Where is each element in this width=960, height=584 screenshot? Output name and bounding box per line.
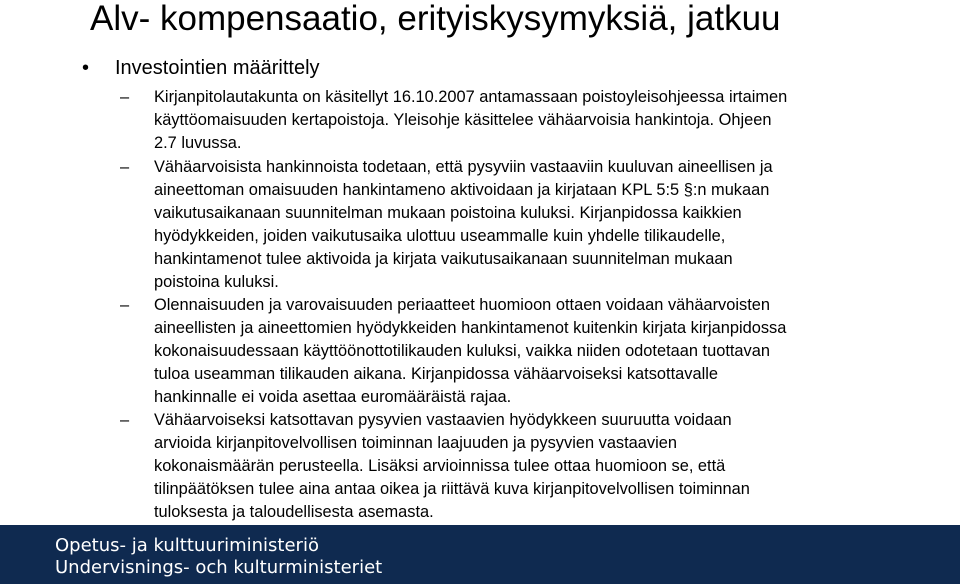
subpoint-line: arvioida kirjanpitovelvollisen toiminnan laajuuden ja pysyvien vastaavien (154, 434, 677, 452)
subpoint-line: vaikutusaikanaan suunnitelman mukaan poistoina kuluksi. Kirjanpidossa kaikkien (154, 204, 742, 222)
subpoint-line: hyödykkeiden, joiden vaikutusaika ulottuu useammalle kuin yhdelle tilikaudelle, (154, 227, 726, 245)
ministry-name-swedish: Undervisnings- och kulturministeriet (55, 557, 383, 578)
subpoint-line: tuloksesta ja taloudellisesta asemasta. (154, 503, 434, 521)
bullet-marker: • (82, 57, 90, 79)
subpoint-line: kokonaisuudessaan käyttöönottotilikauden kuluksi, vaikka niiden odotetaan tuottavan (154, 342, 770, 360)
dash-marker: – (120, 411, 130, 429)
bullet-text: Investointien määrittely (115, 57, 320, 79)
ministry-name-finnish: Opetus- ja kulttuuriministeriö (55, 535, 319, 556)
subpoint-line: kokonaismäärän perusteella. Lisäksi arvioinnissa tulee ottaa huomioon se, että (154, 457, 726, 475)
subpoint-line: hankintamenot tulee aktivoida ja kirjata vaikutusaikanaan suunnitelman mukaan (154, 250, 733, 268)
slide-title: Alv- kompensaatio, erityiskysymyksiä, jatkuu (90, 0, 781, 38)
subpoint-line: Olennaisuuden ja varovaisuuden periaatteet huomioon ottaen voidaan vähäarvoisten (154, 296, 770, 314)
subpoint-line: käyttöomaisuuden kertapoistoja. Yleisohje käsittelee vähäarvoisia hankintoja. Ohjeen (154, 111, 772, 129)
subpoint-4 (120, 409, 750, 524)
dash-marker: – (120, 158, 130, 176)
footer-banner (0, 525, 960, 584)
subpoint-1 (120, 86, 787, 155)
dash-marker: – (120, 88, 130, 106)
subpoint-line: tuloa useamman tilikauden aikana. Kirjanpidossa vähäarvoiseksi katsottavalle (154, 365, 718, 383)
subpoint-line: tilinpäätöksen tulee aina antaa oikea ja riittävä kuva kirjanpitovelvollisen toiminnan (154, 480, 750, 498)
subpoint-line: hankinnalle ei voida asettaa euromääräistä rajaa. (154, 388, 512, 406)
subpoint-line: 2.7 luvussa. (154, 134, 242, 152)
subpoint-3 (120, 294, 786, 409)
subpoint-line: Vähäarvoisista hankinnoista todetaan, että pysyviin vastaaviin kuuluvan aineellisen ja (154, 158, 773, 176)
subpoint-2 (120, 156, 773, 294)
subpoint-line: poistoina kuluksi. (154, 273, 279, 291)
subpoint-line: Vähäarvoiseksi katsottavan pysyvien vastaavien hyödykkeen suuruutta voidaan (154, 411, 732, 429)
subpoint-line: aineellisten ja aineettomien hyödykkeiden hankintamenot kuitenkin kirjata kirjanpidossa (154, 319, 787, 337)
subpoint-line: aineettoman omaisuuden hankintameno aktivoidaan ja kirjataan KPL 5:5 §:n mukaan (154, 181, 770, 199)
bullet-investointien-maarittely (82, 55, 320, 81)
dash-marker: – (120, 296, 130, 314)
subpoint-line: Kirjanpitolautakunta on käsitellyt 16.10.2007 antamassaan poistoyleisohjeessa irtaimen (154, 88, 788, 106)
